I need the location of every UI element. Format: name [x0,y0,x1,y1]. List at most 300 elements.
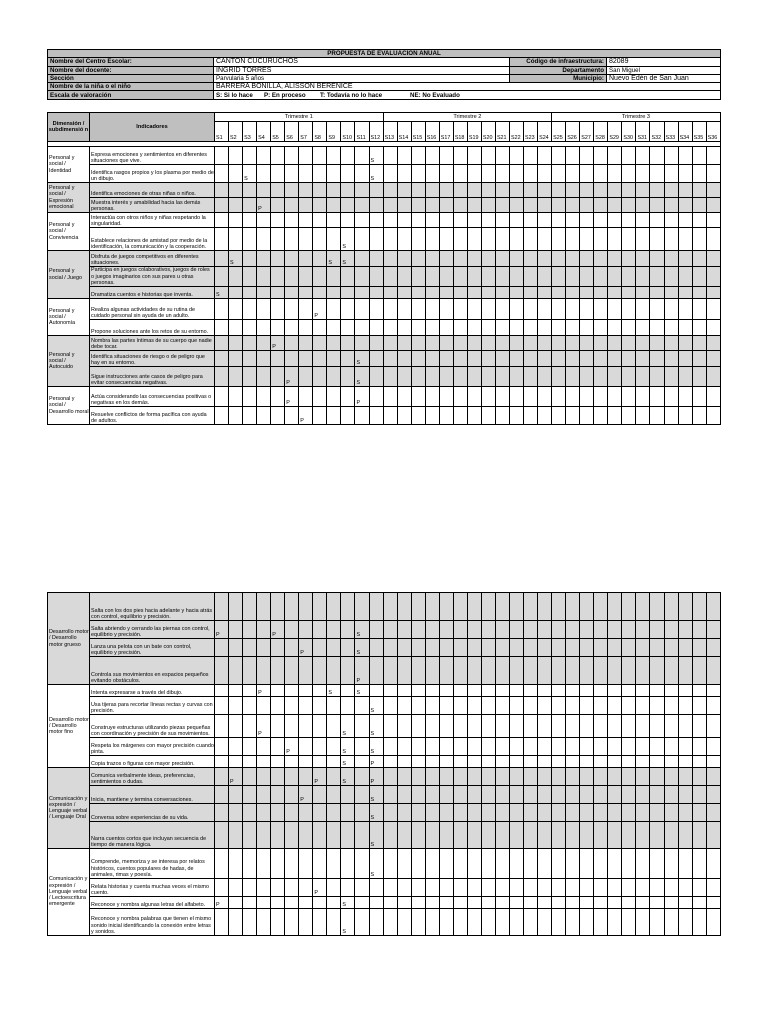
week-cell[interactable] [636,849,650,879]
week-cell[interactable] [594,407,608,425]
week-cell[interactable] [397,147,411,165]
week-cell[interactable] [355,593,369,621]
week-cell[interactable] [299,879,313,897]
week-cell[interactable] [467,849,481,879]
week-cell[interactable] [594,756,608,768]
week-cell[interactable] [481,251,495,267]
week-cell[interactable] [467,267,481,287]
week-cell[interactable] [580,697,594,715]
week-cell[interactable] [692,287,706,299]
week-cell[interactable] [692,756,706,768]
week-cell[interactable]: P [355,387,369,407]
week-cell[interactable] [327,697,341,715]
week-cell[interactable] [341,147,355,165]
week-cell[interactable] [383,287,397,299]
week-cell[interactable] [215,715,229,738]
week-cell[interactable] [383,738,397,756]
week-cell[interactable] [509,738,523,756]
week-cell[interactable] [257,228,271,251]
week-cell[interactable] [664,849,678,879]
week-cell[interactable] [397,879,411,897]
week-cell[interactable] [383,685,397,697]
week-cell[interactable] [622,657,636,685]
week-cell[interactable] [229,287,243,299]
week-cell[interactable] [481,909,495,936]
week-cell[interactable] [650,593,664,621]
week-cell[interactable] [229,165,243,183]
week-cell[interactable]: P [271,621,285,639]
week-cell[interactable] [215,685,229,697]
week-cell[interactable]: S [327,251,341,267]
week-cell[interactable] [636,639,650,657]
week-cell[interactable] [271,697,285,715]
week-cell[interactable] [257,387,271,407]
week-cell[interactable] [411,147,425,165]
week-cell[interactable] [411,715,425,738]
week-cell[interactable] [285,657,299,685]
week-cell[interactable] [299,849,313,879]
week-cell[interactable] [467,407,481,425]
week-cell[interactable] [650,351,664,367]
week-cell[interactable] [538,183,552,198]
week-cell[interactable] [425,756,439,768]
week-cell[interactable]: P [215,621,229,639]
week-cell[interactable] [495,367,509,387]
week-cell[interactable] [439,213,453,228]
week-cell[interactable] [566,822,580,849]
week-cell[interactable] [678,697,692,715]
week-cell[interactable] [692,786,706,804]
week-cell[interactable] [706,287,720,299]
week-cell[interactable] [341,198,355,213]
week-cell[interactable] [285,849,299,879]
week-cell[interactable] [369,879,383,897]
week-cell[interactable] [229,621,243,639]
week-cell[interactable] [467,621,481,639]
week-cell[interactable] [608,685,622,697]
week-cell[interactable] [229,320,243,336]
week-cell[interactable] [439,756,453,768]
week-cell[interactable] [271,756,285,768]
week-cell[interactable] [243,593,257,621]
week-cell[interactable] [257,849,271,879]
week-cell[interactable] [243,879,257,897]
week-cell[interactable] [678,336,692,351]
week-cell[interactable] [327,267,341,287]
week-cell[interactable] [706,407,720,425]
week-cell[interactable] [411,228,425,251]
week-cell[interactable] [509,768,523,786]
week-cell[interactable] [285,351,299,367]
week-cell[interactable] [622,336,636,351]
week-cell[interactable] [678,407,692,425]
week-cell[interactable] [299,804,313,822]
week-cell[interactable] [257,165,271,183]
week-cell[interactable] [299,183,313,198]
week-cell[interactable] [271,768,285,786]
week-cell[interactable] [439,336,453,351]
week-cell[interactable] [453,147,467,165]
week-cell[interactable] [538,639,552,657]
week-cell[interactable] [313,183,327,198]
week-cell[interactable] [664,768,678,786]
week-cell[interactable] [425,165,439,183]
week-cell[interactable] [622,879,636,897]
week-cell[interactable] [397,822,411,849]
week-cell[interactable] [524,768,538,786]
week-cell[interactable] [664,738,678,756]
week-cell[interactable] [243,909,257,936]
week-cell[interactable] [622,287,636,299]
week-cell[interactable] [552,697,566,715]
week-cell[interactable] [229,715,243,738]
week-cell[interactable] [397,909,411,936]
week-cell[interactable] [271,639,285,657]
week-cell[interactable] [650,879,664,897]
week-cell[interactable] [341,822,355,849]
week-cell[interactable] [313,786,327,804]
week-cell[interactable] [397,251,411,267]
week-cell[interactable] [664,351,678,367]
week-cell[interactable] [299,320,313,336]
week-cell[interactable] [369,387,383,407]
week-cell[interactable] [257,738,271,756]
week-cell[interactable] [299,657,313,685]
week-cell[interactable] [495,183,509,198]
week-cell[interactable] [327,804,341,822]
week-cell[interactable] [299,822,313,849]
week-cell[interactable] [341,786,355,804]
week-cell[interactable] [229,336,243,351]
week-cell[interactable]: S [355,685,369,697]
week-cell[interactable] [538,387,552,407]
week-cell[interactable] [664,387,678,407]
week-cell[interactable] [215,213,229,228]
week-cell[interactable]: S [369,738,383,756]
week-cell[interactable] [341,387,355,407]
week-cell[interactable] [229,267,243,287]
week-cell[interactable] [510,299,524,320]
week-cell[interactable] [299,897,313,909]
week-cell[interactable] [243,299,257,320]
week-cell[interactable] [509,909,523,936]
week-cell[interactable] [552,299,566,320]
week-cell[interactable] [622,738,636,756]
week-cell[interactable] [327,183,341,198]
week-cell[interactable] [313,165,327,183]
week-cell[interactable] [608,287,622,299]
week-cell[interactable] [566,183,580,198]
week-cell[interactable] [425,351,439,367]
week-cell[interactable] [229,639,243,657]
week-cell[interactable] [467,351,481,367]
week-cell[interactable] [285,287,299,299]
week-cell[interactable] [706,786,720,804]
week-cell[interactable] [397,685,411,697]
week-cell[interactable] [285,165,299,183]
week-cell[interactable] [397,657,411,685]
week-cell[interactable] [622,351,636,367]
week-cell[interactable] [636,287,650,299]
week-cell[interactable] [481,657,495,685]
week-cell[interactable] [636,657,650,685]
week-cell[interactable] [481,738,495,756]
week-cell[interactable] [524,639,538,657]
week-cell[interactable] [706,336,720,351]
week-cell[interactable] [495,299,509,320]
week-cell[interactable] [383,621,397,639]
week-cell[interactable] [608,768,622,786]
week-cell[interactable] [411,320,425,336]
week-cell[interactable] [495,786,509,804]
week-cell[interactable] [594,822,608,849]
week-cell[interactable] [341,657,355,685]
week-cell[interactable] [622,822,636,849]
week-cell[interactable] [383,822,397,849]
week-cell[interactable] [608,336,622,351]
week-cell[interactable] [369,336,383,351]
week-cell[interactable] [495,697,509,715]
week-cell[interactable] [383,897,397,909]
week-cell[interactable] [524,697,538,715]
week-cell[interactable] [327,768,341,786]
week-cell[interactable] [299,251,313,267]
week-cell[interactable] [425,147,439,165]
week-cell[interactable] [495,756,509,768]
week-cell[interactable] [594,213,608,228]
week-cell[interactable] [678,198,692,213]
week-cell[interactable] [706,387,720,407]
week-cell[interactable] [453,228,467,251]
week-cell[interactable] [467,251,481,267]
week-cell[interactable] [538,909,552,936]
week-cell[interactable] [580,407,594,425]
week-cell[interactable] [467,183,481,198]
week-cell[interactable] [552,336,566,351]
week-cell[interactable] [664,621,678,639]
week-cell[interactable] [257,909,271,936]
week-cell[interactable] [552,251,566,267]
week-cell[interactable] [355,804,369,822]
week-cell[interactable] [706,213,720,228]
week-cell[interactable] [650,768,664,786]
week-cell[interactable] [299,267,313,287]
week-cell[interactable] [271,165,285,183]
week-cell[interactable] [397,287,411,299]
week-cell[interactable] [538,756,552,768]
week-cell[interactable] [692,198,706,213]
week-cell[interactable] [215,786,229,804]
week-cell[interactable] [495,657,509,685]
week-cell[interactable] [299,336,313,351]
week-cell[interactable] [215,351,229,367]
week-cell[interactable] [453,715,467,738]
week-cell[interactable] [425,407,439,425]
week-cell[interactable] [692,147,706,165]
week-cell[interactable] [383,697,397,715]
week-cell[interactable] [327,621,341,639]
week-cell[interactable] [509,849,523,879]
week-cell[interactable] [622,198,636,213]
week-cell[interactable] [495,407,509,425]
week-cell[interactable] [313,697,327,715]
week-cell[interactable] [425,897,439,909]
week-cell[interactable] [397,768,411,786]
week-cell[interactable] [524,351,538,367]
week-cell[interactable] [650,738,664,756]
week-cell[interactable] [397,897,411,909]
week-cell[interactable] [636,213,650,228]
week-cell[interactable] [692,407,706,425]
week-cell[interactable] [692,336,706,351]
week-cell[interactable] [383,909,397,936]
week-cell[interactable] [636,786,650,804]
week-cell[interactable]: P [257,715,271,738]
week-cell[interactable] [355,213,369,228]
week-cell[interactable] [453,768,467,786]
week-cell[interactable] [453,657,467,685]
week-cell[interactable] [594,621,608,639]
week-cell[interactable] [453,804,467,822]
week-cell[interactable] [369,299,383,320]
week-cell[interactable] [566,639,580,657]
week-cell[interactable] [327,756,341,768]
week-cell[interactable] [355,697,369,715]
week-cell[interactable] [369,287,383,299]
week-cell[interactable] [678,299,692,320]
week-cell[interactable] [552,593,566,621]
week-cell[interactable] [566,299,580,320]
week-cell[interactable] [692,768,706,786]
week-cell[interactable] [678,593,692,621]
week-cell[interactable] [271,198,285,213]
week-cell[interactable] [369,351,383,367]
week-cell[interactable] [594,336,608,351]
week-cell[interactable] [580,287,594,299]
week-cell[interactable] [706,738,720,756]
week-cell[interactable] [439,738,453,756]
week-cell[interactable] [411,685,425,697]
week-cell[interactable] [285,183,299,198]
week-cell[interactable] [341,621,355,639]
week-cell[interactable] [664,804,678,822]
week-cell[interactable] [509,804,523,822]
week-cell[interactable] [524,738,538,756]
week-cell[interactable] [271,786,285,804]
week-cell[interactable] [327,299,341,320]
week-cell[interactable] [538,287,552,299]
week-cell[interactable] [650,287,664,299]
week-cell[interactable] [692,685,706,697]
week-cell[interactable] [257,251,271,267]
week-cell[interactable] [538,147,552,165]
week-cell[interactable] [397,639,411,657]
week-cell[interactable] [257,897,271,909]
week-cell[interactable] [622,697,636,715]
week-cell[interactable] [453,756,467,768]
week-cell[interactable] [692,822,706,849]
week-cell[interactable]: P [299,786,313,804]
week-cell[interactable] [524,685,538,697]
week-cell[interactable] [215,738,229,756]
week-cell[interactable] [383,639,397,657]
week-cell[interactable] [327,147,341,165]
week-cell[interactable] [299,738,313,756]
week-cell[interactable] [622,897,636,909]
week-cell[interactable] [622,639,636,657]
week-cell[interactable] [650,251,664,267]
week-cell[interactable] [327,786,341,804]
week-cell[interactable] [636,165,650,183]
week-cell[interactable] [622,267,636,287]
week-cell[interactable] [509,685,523,697]
week-cell[interactable] [341,639,355,657]
week-cell[interactable] [580,593,594,621]
week-cell[interactable] [355,198,369,213]
week-cell[interactable] [650,697,664,715]
week-cell[interactable] [327,849,341,879]
week-cell[interactable] [509,657,523,685]
week-cell[interactable] [692,165,706,183]
week-cell[interactable] [243,367,257,387]
week-cell[interactable] [650,897,664,909]
week-cell[interactable] [678,351,692,367]
week-cell[interactable] [411,287,425,299]
week-cell[interactable] [481,697,495,715]
week-cell[interactable] [664,183,678,198]
week-cell[interactable] [580,822,594,849]
week-cell[interactable] [257,336,271,351]
week-cell[interactable] [397,299,411,320]
week-cell[interactable] [594,320,608,336]
week-cell[interactable] [509,822,523,849]
week-cell[interactable] [467,804,481,822]
week-cell[interactable]: S [327,685,341,697]
week-cell[interactable] [327,351,341,367]
week-cell[interactable] [285,685,299,697]
week-cell[interactable] [215,228,229,251]
week-cell[interactable] [243,213,257,228]
week-cell[interactable] [580,804,594,822]
week-cell[interactable] [397,165,411,183]
week-cell[interactable] [706,697,720,715]
week-cell[interactable] [706,804,720,822]
week-cell[interactable] [495,165,509,183]
week-cell[interactable] [215,879,229,897]
week-cell[interactable]: S [369,715,383,738]
week-cell[interactable] [509,897,523,909]
week-cell[interactable] [355,879,369,897]
week-cell[interactable] [439,251,453,267]
week-cell[interactable] [229,897,243,909]
week-cell[interactable] [524,849,538,879]
week-cell[interactable] [341,351,355,367]
week-cell[interactable] [285,198,299,213]
week-cell[interactable] [271,367,285,387]
week-cell[interactable] [299,213,313,228]
week-cell[interactable] [650,213,664,228]
week-cell[interactable] [650,267,664,287]
week-cell[interactable] [383,715,397,738]
week-cell[interactable] [411,657,425,685]
week-cell[interactable] [495,287,509,299]
week-cell[interactable] [509,639,523,657]
week-cell[interactable] [425,198,439,213]
week-cell[interactable] [411,367,425,387]
week-cell[interactable] [327,320,341,336]
week-cell[interactable] [580,320,594,336]
week-cell[interactable]: S [341,738,355,756]
